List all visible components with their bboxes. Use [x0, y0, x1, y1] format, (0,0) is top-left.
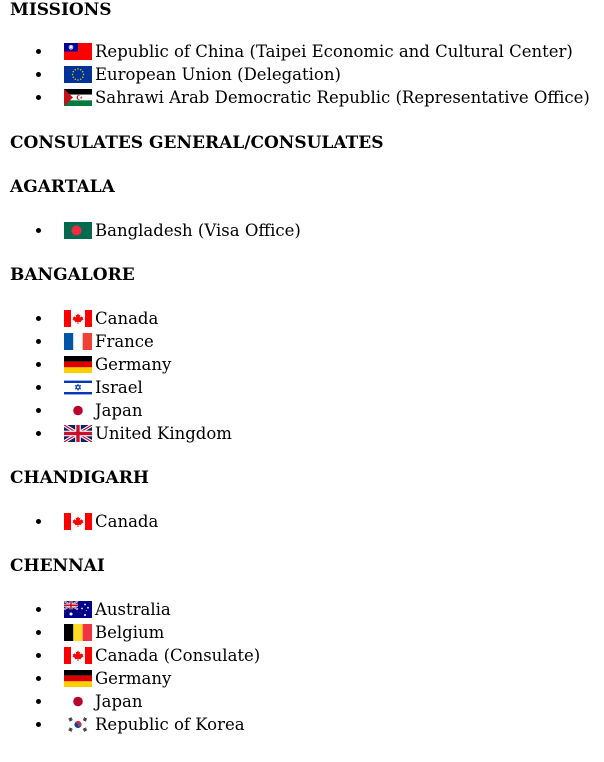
- list-item: [10, 353, 604, 376]
- taiwan-flag-icon: [64, 43, 92, 60]
- bullet-icon: [36, 385, 41, 390]
- country-label: Japan: [95, 692, 143, 711]
- list-item: [10, 667, 604, 690]
- section-list-chandigarh: [10, 510, 604, 533]
- country-label: Australia: [95, 600, 171, 619]
- eu-flag-icon: [64, 66, 92, 83]
- country-label: Belgium: [95, 623, 165, 642]
- country-label: Canada (Consulate): [95, 646, 261, 665]
- list-item: [10, 422, 604, 445]
- country-label: Canada: [95, 512, 159, 531]
- bullet-icon: [36, 676, 41, 681]
- canada-flag-icon: [64, 513, 92, 530]
- list-item: [10, 621, 604, 644]
- bangladesh-flag-icon: [64, 222, 92, 239]
- list-item: [10, 644, 604, 667]
- section-list-agartala: [10, 219, 604, 242]
- country-label: France: [95, 332, 154, 351]
- list-item: [10, 219, 604, 242]
- country-label: Republic of Korea: [95, 715, 245, 734]
- section-list-missions: [10, 40, 604, 109]
- bullet-icon: [36, 362, 41, 367]
- country-label: Republic of China (Taipei Economic and Cultural Center): [95, 42, 573, 61]
- bullet-icon: [36, 95, 41, 100]
- bullet-icon: [36, 722, 41, 727]
- list-item: [10, 598, 604, 621]
- bullet-icon: [36, 653, 41, 658]
- section-list-chennai: [10, 598, 604, 736]
- australia-flag-icon: [64, 601, 92, 618]
- bullet-icon: [36, 431, 41, 436]
- section-heading-chennai: CHENNAI: [10, 556, 105, 576]
- section-heading-bangalore: BANGALORE: [10, 265, 135, 285]
- germany-flag-icon: [64, 670, 92, 687]
- list-item: [10, 713, 604, 736]
- section-heading-agartala: AGARTALA: [10, 177, 115, 197]
- section-list-bangalore: [10, 307, 604, 445]
- israel-flag-icon: [64, 379, 92, 396]
- section-heading-consulates-general-consulates: CONSULATES GENERAL/CONSULATES: [10, 133, 384, 153]
- list-item: [10, 63, 604, 86]
- belgium-flag-icon: [64, 624, 92, 641]
- germany-flag-icon: [64, 356, 92, 373]
- bullet-icon: [36, 72, 41, 77]
- country-label: Israel: [95, 378, 143, 397]
- country-label: Germany: [95, 355, 172, 374]
- list-item: [10, 330, 604, 353]
- list-item: [10, 86, 604, 109]
- list-item: [10, 40, 604, 63]
- country-label: Japan: [95, 401, 143, 420]
- list-item: [10, 690, 604, 713]
- bullet-icon: [36, 699, 41, 704]
- canada-flag-icon: [64, 310, 92, 327]
- bullet-icon: [36, 316, 41, 321]
- country-label: Germany: [95, 669, 172, 688]
- bullet-icon: [36, 228, 41, 233]
- uk-flag-icon: [64, 425, 92, 442]
- bullet-icon: [36, 339, 41, 344]
- canada-flag-icon: [64, 647, 92, 664]
- list-item: [10, 376, 604, 399]
- country-label: Sahrawi Arab Democratic Republic (Representative Office): [95, 88, 590, 107]
- list-item: [10, 399, 604, 422]
- country-label: European Union (Delegation): [95, 65, 341, 84]
- section-heading-missions: MISSIONS: [10, 0, 112, 20]
- bullet-icon: [36, 408, 41, 413]
- list-item: [10, 307, 604, 330]
- country-label: United Kingdom: [95, 424, 232, 443]
- japan-flag-icon: [64, 693, 92, 710]
- bullet-icon: [36, 630, 41, 635]
- section-heading-chandigarh: CHANDIGARH: [10, 468, 149, 488]
- bullet-icon: [36, 49, 41, 54]
- korea-flag-icon: [64, 716, 92, 733]
- country-label: Canada: [95, 309, 159, 328]
- bullet-icon: [36, 607, 41, 612]
- japan-flag-icon: [64, 402, 92, 419]
- list-item: [10, 510, 604, 533]
- france-flag-icon: [64, 333, 92, 350]
- country-label: Bangladesh (Visa Office): [95, 221, 301, 240]
- sahrawi-flag-icon: [64, 89, 92, 106]
- bullet-icon: [36, 519, 41, 524]
